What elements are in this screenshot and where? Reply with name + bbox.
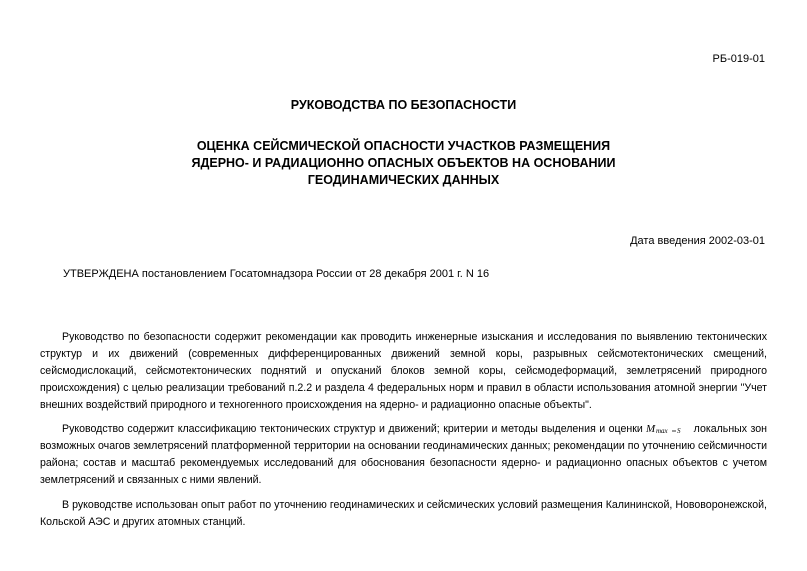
paragraph-text: локальных зон возможных очагов землетрясений платформенной территории на основании геодинамических данных; рекомендации по уточнению сейсмичности района; состав и масштаб рекомендуемых исследований для обоснования безопасности ядерно- и радиационно опасных объектов с учетом землетрясений и связанных с ними явлений.	[40, 423, 768, 486]
body-paragraph: В руководстве использован опыт работ по уточнению геодинамических и сейсмических условий размещения Калининской, Нововоронежской, Кольской АЭС и других атомных станций.	[40, 499, 767, 528]
document-type-title: РУКОВОДСТВА ПО БЕЗОПАСНОСТИ	[290, 98, 517, 112]
document-title	[0, 138, 807, 189]
paragraph-text: Руководство содержит классификацию тектонических структур и движений; критерии и методы выделения и оценки	[62, 423, 647, 435]
document-title-line: ГЕОДИНАМИЧЕСКИХ ДАННЫХ	[307, 173, 500, 187]
svg-text:S: S	[677, 427, 681, 434]
approval-statement: УТВЕРЖДЕНА постановлением Госатомнадзора России от 28 декабря 2001 г. N 16	[63, 268, 490, 280]
body-paragraph	[40, 421, 767, 489]
formula-image	[646, 422, 690, 434]
svg-text:M: M	[646, 423, 656, 434]
svg-text:max: max	[656, 427, 668, 434]
document-title-line: ЯДЕРНО- И РАДИАЦИОННО ОПАСНЫХ ОБЪЕКТОВ НА ОСНОВАНИИ	[191, 156, 616, 170]
document-code: РБ-019-01	[712, 53, 765, 65]
body-paragraph: Руководство по безопасности содержит рекомендации как проводить инженерные изыскания и исследования по выявлению тектонических структур и их движений (современных дифференцированных движений земной коры, разрывных сейсмотектонических смещений, сейсмодислокаций, сейсмотектонических поднятий и опусканий блоков земной коры, сейсмодеформаций, землетрясений природного происхождения) с целью реализации требований п.2.2 и раздела 4 федеральных норм и правил в области использования атомной энергии "Учет внешних воздействий природного и техногенного происхождения на ядерно- и радиационно опасные объекты".	[40, 331, 767, 411]
introduction-date: Дата введения 2002-03-01	[630, 235, 765, 247]
document-title-line: ОЦЕНКА СЕЙСМИЧЕСКОЙ ОПАСНОСТИ УЧАСТКОВ РАЗМЕЩЕНИЯ	[196, 139, 611, 153]
